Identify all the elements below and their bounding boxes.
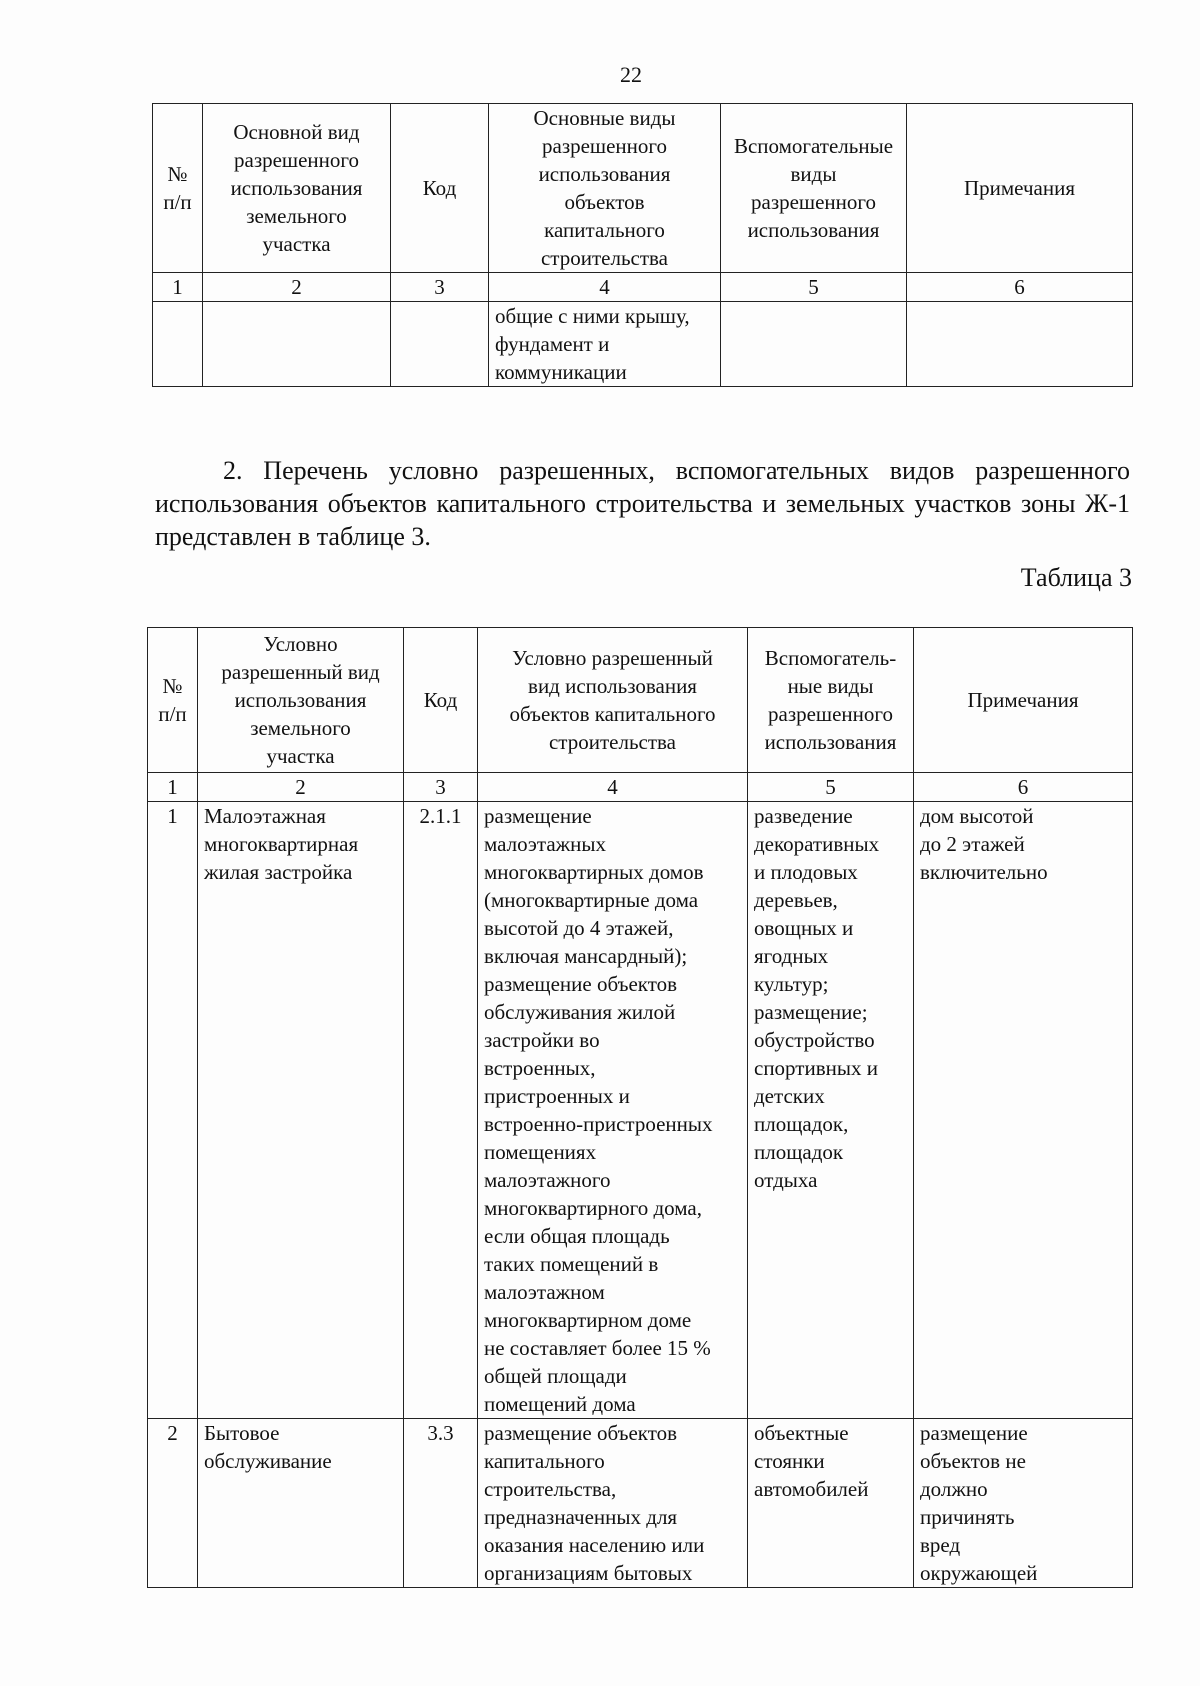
header-cell-code: Код [391,104,489,273]
header-cell-notes: Примечания [914,628,1133,773]
column-number: 6 [914,773,1133,802]
table-row [148,1419,1133,1588]
row-number-cell: 2 [148,1419,198,1588]
column-number: 5 [748,773,914,802]
code-cell: 3.3 [404,1419,478,1588]
continuation-table [152,103,1133,387]
column-number: 3 [404,773,478,802]
header-cell-auxiliary-use: Вспомогатель- ные виды разрешенного использования [748,628,914,773]
header-cell-number: № п/п [153,104,203,273]
column-number: 5 [721,273,907,302]
page-number: 22 [620,62,642,87]
column-number: 4 [478,773,748,802]
table-cell [203,302,391,387]
capital-use-cell: размещение объектов капитального строительства, предназначенных для оказания населению или организациям бытовых [478,1419,748,1588]
table-cell [391,302,489,387]
column-number: 1 [148,773,198,802]
column-number: 2 [198,773,404,802]
notes-cell: дом высотой до 2 этажей включительно [914,802,1133,1419]
code-cell: 2.1.1 [404,802,478,1419]
column-number: 3 [391,273,489,302]
table-row [153,302,1133,387]
table-cell: общие с ними крышу, фундамент и коммуникации [489,302,721,387]
column-number: 1 [153,273,203,302]
table-caption: Таблица 3 [1020,563,1132,592]
row-number-cell: 1 [148,802,198,1419]
column-number-row [153,273,1133,302]
column-number: 2 [203,273,391,302]
table-3 [147,627,1133,1588]
header-cell-code: Код [404,628,478,773]
notes-cell: размещение объектов не должно причинять вред окружающей [914,1419,1133,1588]
auxiliary-use-cell: разведение декоративных и плодовых деревьев, овощных и ягодных культур; размещение; обустройство спортивных и детских площадок, площадок отдыха [748,802,914,1419]
header-cell-auxiliary-use: Вспомогательные виды разрешенного использования [721,104,907,273]
column-number-row [148,773,1133,802]
header-cell-number: № п/п [148,628,198,773]
auxiliary-use-cell: объектные стоянки автомобилей [748,1419,914,1588]
use-type-cell: Малоэтажная многоквартирная жилая застройка [198,802,404,1419]
header-cell-notes: Примечания [907,104,1133,273]
header-cell-conditional-use: Условно разрешенный вид использования земельного участка [198,628,404,773]
header-cell-conditional-capital-use: Условно разрешенный вид использования объектов капитального строительства [478,628,748,773]
table-cell [153,302,203,387]
capital-use-cell: размещение малоэтажных многоквартирных домов (многоквартирные дома высотой до 4 этажей, включая мансардный); размещение объектов обслуживания жилой застройки во встроенных, пристроенных и встроенно-пристроенных помещениях малоэтажного многоквартирного дома, если общая площадь таких помещений в малоэтажном многоквартирном доме не составляет более 15 % общей площади помещений дома [478,802,748,1419]
header-cell-main-capital-use: Основные виды разрешенного использования объектов капитального строительства [489,104,721,273]
column-number: 6 [907,273,1133,302]
table-header-row [148,628,1133,773]
table-row [148,802,1133,1419]
body-paragraph: 2. Перечень условно разрешенных, вспомогательных видов разрешенного использования объектов капитального строительства и земельных участков зоны Ж-1 представлен в таблице 3. [155,456,1130,551]
header-cell-main-use: Основной вид разрешенного использования земельного участка [203,104,391,273]
table-cell [721,302,907,387]
table-header-row [153,104,1133,273]
column-number: 4 [489,273,721,302]
table-cell [907,302,1133,387]
use-type-cell: Бытовое обслуживание [198,1419,404,1588]
